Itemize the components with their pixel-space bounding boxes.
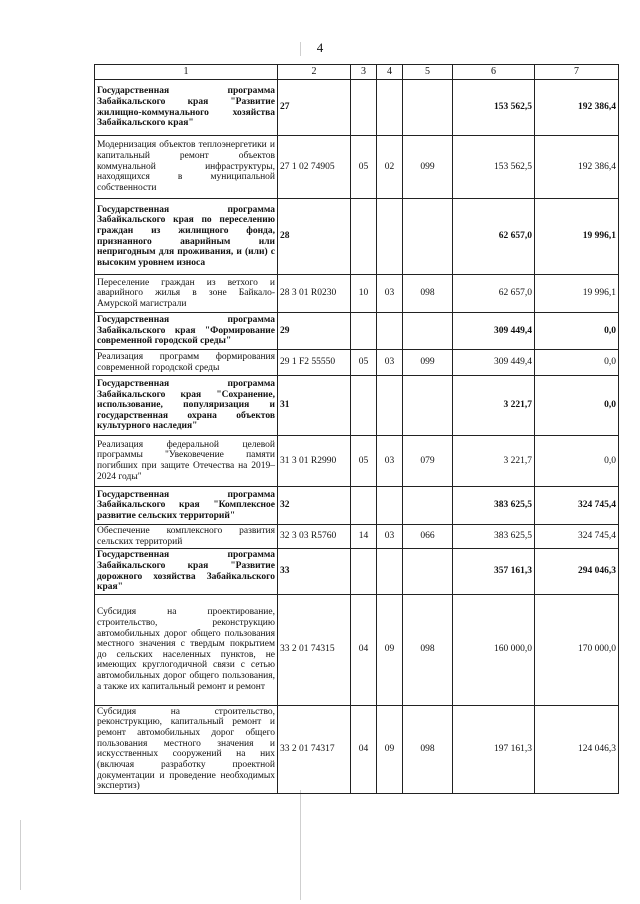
row-section — [351, 199, 377, 275]
row-subsection: 03 — [377, 275, 403, 313]
row-subsection — [377, 199, 403, 275]
row-section: 14 — [351, 525, 377, 549]
row-subsection: 03 — [377, 525, 403, 549]
row-sum-1: 357 161,3 — [453, 549, 535, 595]
row-code: 33 2 01 74317 — [278, 705, 351, 793]
row-name: Обеспечение комплексного развития сельских территорий — [95, 525, 278, 549]
row-sum-1: 309 449,4 — [453, 350, 535, 376]
row-expense-type — [403, 199, 453, 275]
row-section — [351, 549, 377, 595]
row-section: 10 — [351, 275, 377, 313]
row-subsection: 03 — [377, 350, 403, 376]
row-sum-2: 0,0 — [535, 350, 619, 376]
row-sum-2: 324 745,4 — [535, 525, 619, 549]
table-header-row — [95, 65, 619, 80]
row-section: 05 — [351, 136, 377, 199]
row-code: 28 3 01 R0230 — [278, 275, 351, 313]
row-name: Государственная программа Забайкальского края "Формирование современной городской среды" — [95, 313, 278, 350]
row-expense-type — [403, 487, 453, 525]
row-section: 05 — [351, 436, 377, 487]
table-row — [95, 376, 619, 436]
row-subsection — [377, 487, 403, 525]
row-subsection — [377, 313, 403, 350]
row-sum-2: 19 996,1 — [535, 199, 619, 275]
row-section: 05 — [351, 350, 377, 376]
row-name: Государственная программа Забайкальского края "Комплексное развитие сельских территорий" — [95, 487, 278, 525]
column-header-4: 4 — [377, 65, 403, 80]
table-row — [95, 199, 619, 275]
column-header-5: 5 — [403, 65, 453, 80]
row-sum-2: 294 046,3 — [535, 549, 619, 595]
row-sum-2: 0,0 — [535, 436, 619, 487]
page-number: 4 — [316, 40, 324, 55]
column-header-7: 7 — [535, 65, 619, 80]
row-name: Реализация программ формирования современной городской среды — [95, 350, 278, 376]
row-sum-2: 192 386,4 — [535, 136, 619, 199]
row-code: 28 — [278, 199, 351, 275]
row-subsection — [377, 549, 403, 595]
row-section — [351, 376, 377, 436]
row-code: 27 — [278, 80, 351, 136]
row-sum-1: 3 221,7 — [453, 376, 535, 436]
table-row — [95, 350, 619, 376]
column-header-6: 6 — [453, 65, 535, 80]
row-code: 27 1 02 74905 — [278, 136, 351, 199]
table-row — [95, 705, 619, 793]
table-row — [95, 525, 619, 549]
row-section — [351, 313, 377, 350]
row-sum-2: 192 386,4 — [535, 80, 619, 136]
table-row — [95, 80, 619, 136]
scan-artifact — [300, 42, 301, 56]
row-subsection — [377, 376, 403, 436]
row-subsection — [377, 80, 403, 136]
row-section: 04 — [351, 594, 377, 705]
row-sum-1: 383 625,5 — [453, 487, 535, 525]
row-expense-type: 099 — [403, 350, 453, 376]
row-sum-1: 153 562,5 — [453, 80, 535, 136]
row-sum-1: 153 562,5 — [453, 136, 535, 199]
scan-artifact — [20, 820, 21, 890]
row-code: 31 3 01 R2990 — [278, 436, 351, 487]
row-sum-2: 124 046,3 — [535, 705, 619, 793]
row-expense-type: 098 — [403, 705, 453, 793]
scan-artifact — [300, 790, 301, 900]
row-expense-type: 079 — [403, 436, 453, 487]
row-name: Государственная программа Забайкальского края "Развитие жилищно-коммунального хозяйства Забайкальского края" — [95, 80, 278, 136]
row-sum-1: 383 625,5 — [453, 525, 535, 549]
row-code: 32 3 03 R5760 — [278, 525, 351, 549]
row-code: 32 — [278, 487, 351, 525]
row-name: Государственная программа Забайкальского края по переселению граждан из жилищного фонда, признанного аварийным или непригодным для проживания, и (или) с высоким уровнем износа — [95, 199, 278, 275]
row-subsection: 09 — [377, 594, 403, 705]
row-sum-1: 309 449,4 — [453, 313, 535, 350]
table-row — [95, 487, 619, 525]
row-expense-type — [403, 313, 453, 350]
table-row — [95, 136, 619, 199]
row-expense-type — [403, 376, 453, 436]
row-sum-1: 197 161,3 — [453, 705, 535, 793]
row-expense-type: 098 — [403, 594, 453, 705]
row-expense-type: 099 — [403, 136, 453, 199]
row-name: Переселение граждан из ветхого и аварийного жилья в зоне Байкало-Амурской магистрали — [95, 275, 278, 313]
row-sum-1: 62 657,0 — [453, 199, 535, 275]
row-section: 04 — [351, 705, 377, 793]
row-code: 33 — [278, 549, 351, 595]
row-expense-type — [403, 80, 453, 136]
row-section — [351, 487, 377, 525]
row-sum-2: 0,0 — [535, 313, 619, 350]
row-name: Субсидия на проектирование, строительство, реконструкцию автомобильных дорог общего пользования местного значения с твердым покрытием до сельских населенных пунктов, не имеющих круглогодичной связи с сетью автомобильных дорог общего пользования, а также их капитальный ремонт и ремонт — [95, 594, 278, 705]
row-sum-1: 3 221,7 — [453, 436, 535, 487]
row-sum-2: 19 996,1 — [535, 275, 619, 313]
column-header-3: 3 — [351, 65, 377, 80]
row-code: 31 — [278, 376, 351, 436]
table-row — [95, 594, 619, 705]
row-sum-1: 62 657,0 — [453, 275, 535, 313]
row-code: 29 — [278, 313, 351, 350]
row-name: Государственная программа Забайкальского края "Сохранение, использование, популяризация и государственная охрана объектов культурного наследия" — [95, 376, 278, 436]
row-expense-type: 098 — [403, 275, 453, 313]
table-row — [95, 436, 619, 487]
row-expense-type — [403, 549, 453, 595]
table-row — [95, 313, 619, 350]
row-sum-2: 324 745,4 — [535, 487, 619, 525]
column-header-1: 1 — [95, 65, 278, 80]
row-subsection: 03 — [377, 436, 403, 487]
row-code: 29 1 F2 55550 — [278, 350, 351, 376]
row-sum-2: 0,0 — [535, 376, 619, 436]
row-name: Субсидия на строительство, реконструкцию, капитальный ремонт и ремонт автомобильных дорог общего пользования местного значения и искусственных сооружений на них (включая разработку проектной документации и проведение необходимых экспертиз) — [95, 705, 278, 793]
row-section — [351, 80, 377, 136]
row-name: Модернизация объектов теплоэнергетики и капитальный ремонт объектов коммунальной инфраструктуры, находящихся в муниципальной собственности — [95, 136, 278, 199]
row-name: Реализация федеральной целевой программы "Увековечение памяти погибших при защите Отечества на 2019–2024 годы" — [95, 436, 278, 487]
row-sum-1: 160 000,0 — [453, 594, 535, 705]
row-subsection: 09 — [377, 705, 403, 793]
table-row — [95, 549, 619, 595]
table-row — [95, 275, 619, 313]
row-sum-2: 170 000,0 — [535, 594, 619, 705]
row-expense-type: 066 — [403, 525, 453, 549]
budget-table — [94, 64, 619, 794]
row-name: Государственная программа Забайкальского края "Развитие дорожного хозяйства Забайкальского края" — [95, 549, 278, 595]
column-header-2: 2 — [278, 65, 351, 80]
row-subsection: 02 — [377, 136, 403, 199]
row-code: 33 2 01 74315 — [278, 594, 351, 705]
